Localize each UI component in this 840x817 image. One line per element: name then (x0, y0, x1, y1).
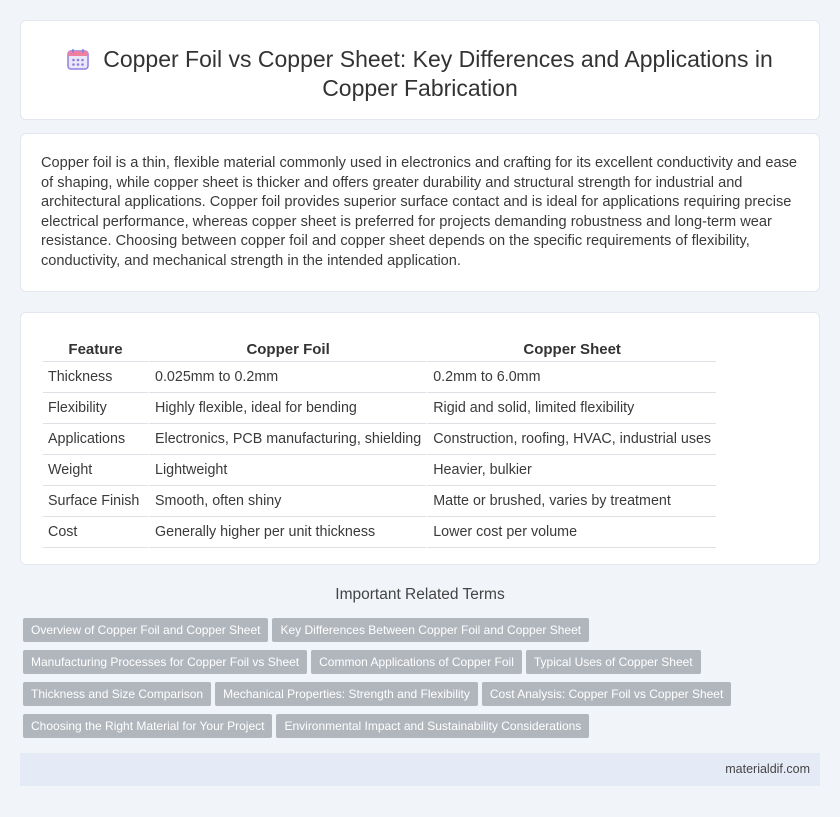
intro-paragraph: Copper foil is a thin, flexible material commonly used in electronics and crafting for its excellent conductivity and ease of shaping, while copper sheet is thicker and offers greater durability and structural strength for industrial and architectural applications. Copper foil provides superior surface contact and is ideal for applications requiring precise electrical performance, whereas copper sheet is preferred for projects demanding robustness and long-term wear resistance. Choosing between copper foil and copper sheet depends on the specific requirements of flexibility, conductivity, and mechanical strength in the intended application. (41, 155, 798, 269)
table-cell: Applications (43, 424, 148, 455)
related-term-tag[interactable]: Choosing the Right Material for Your Project (23, 714, 272, 738)
related-term-tag[interactable]: Environmental Impact and Sustainability Considerations (276, 714, 589, 738)
table-row (43, 393, 716, 424)
tag-row (23, 650, 823, 682)
table-row (43, 362, 716, 393)
table-cell: Heavier, bulkier (426, 455, 716, 486)
table-cell: Weight (43, 455, 148, 486)
table-cell: Generally higher per unit thickness (148, 517, 426, 548)
comparison-table (43, 333, 716, 548)
tag-row (23, 714, 823, 746)
table-cell: 0.2mm to 6.0mm (426, 362, 716, 393)
header-feature: Feature (43, 333, 148, 362)
related-term-tag[interactable]: Common Applications of Copper Foil (311, 650, 522, 674)
related-term-tag[interactable]: Mechanical Properties: Strength and Flexibility (215, 682, 478, 706)
related-terms-title: Important Related Terms (335, 586, 505, 603)
related-term-tag[interactable]: Typical Uses of Copper Sheet (526, 650, 701, 674)
comparison-card (20, 312, 820, 565)
table-cell: Lower cost per volume (426, 517, 716, 548)
related-term-tag[interactable]: Overview of Copper Foil and Copper Sheet (23, 618, 268, 642)
header-copper-foil: Copper Foil (148, 333, 426, 362)
table-cell: Matte or brushed, varies by treatment (426, 486, 716, 517)
table-row (43, 455, 716, 486)
table-cell: Construction, roofing, HVAC, industrial uses (426, 424, 716, 455)
table-cell: Rigid and solid, limited flexibility (426, 393, 716, 424)
table-cell: Cost (43, 517, 148, 548)
header-card (20, 20, 820, 120)
table-cell: Flexibility (43, 393, 148, 424)
related-terms-list (23, 618, 823, 746)
page-title (21, 45, 819, 103)
table-cell: Smooth, often shiny (148, 486, 426, 517)
tag-row (23, 682, 823, 714)
table-header-row (43, 333, 716, 362)
footer (20, 753, 820, 786)
table-row (43, 424, 716, 455)
table-cell: Electronics, PCB manufacturing, shielding (148, 424, 426, 455)
table-cell: Highly flexible, ideal for bending (148, 393, 426, 424)
related-term-tag[interactable]: Thickness and Size Comparison (23, 682, 211, 706)
table-cell: Surface Finish (43, 486, 148, 517)
title-line-2: Copper Fabrication (322, 75, 518, 101)
table-row (43, 517, 716, 548)
table-cell: Lightweight (148, 455, 426, 486)
table-row (43, 486, 716, 517)
table-cell: Thickness (43, 362, 148, 393)
tag-row (23, 618, 823, 650)
site-name[interactable]: materialdif.com (725, 762, 810, 776)
title-line-1: Copper Foil vs Copper Sheet: Key Differences and Applications in (103, 46, 773, 72)
related-term-tag[interactable]: Cost Analysis: Copper Foil vs Copper Sheet (482, 682, 731, 706)
header-copper-sheet: Copper Sheet (426, 333, 716, 362)
intro-card (20, 133, 820, 292)
related-term-tag[interactable]: Manufacturing Processes for Copper Foil vs Sheet (23, 650, 307, 674)
table-cell: 0.025mm to 0.2mm (148, 362, 426, 393)
calendar-icon (67, 48, 89, 70)
related-term-tag[interactable]: Key Differences Between Copper Foil and Copper Sheet (272, 618, 589, 642)
